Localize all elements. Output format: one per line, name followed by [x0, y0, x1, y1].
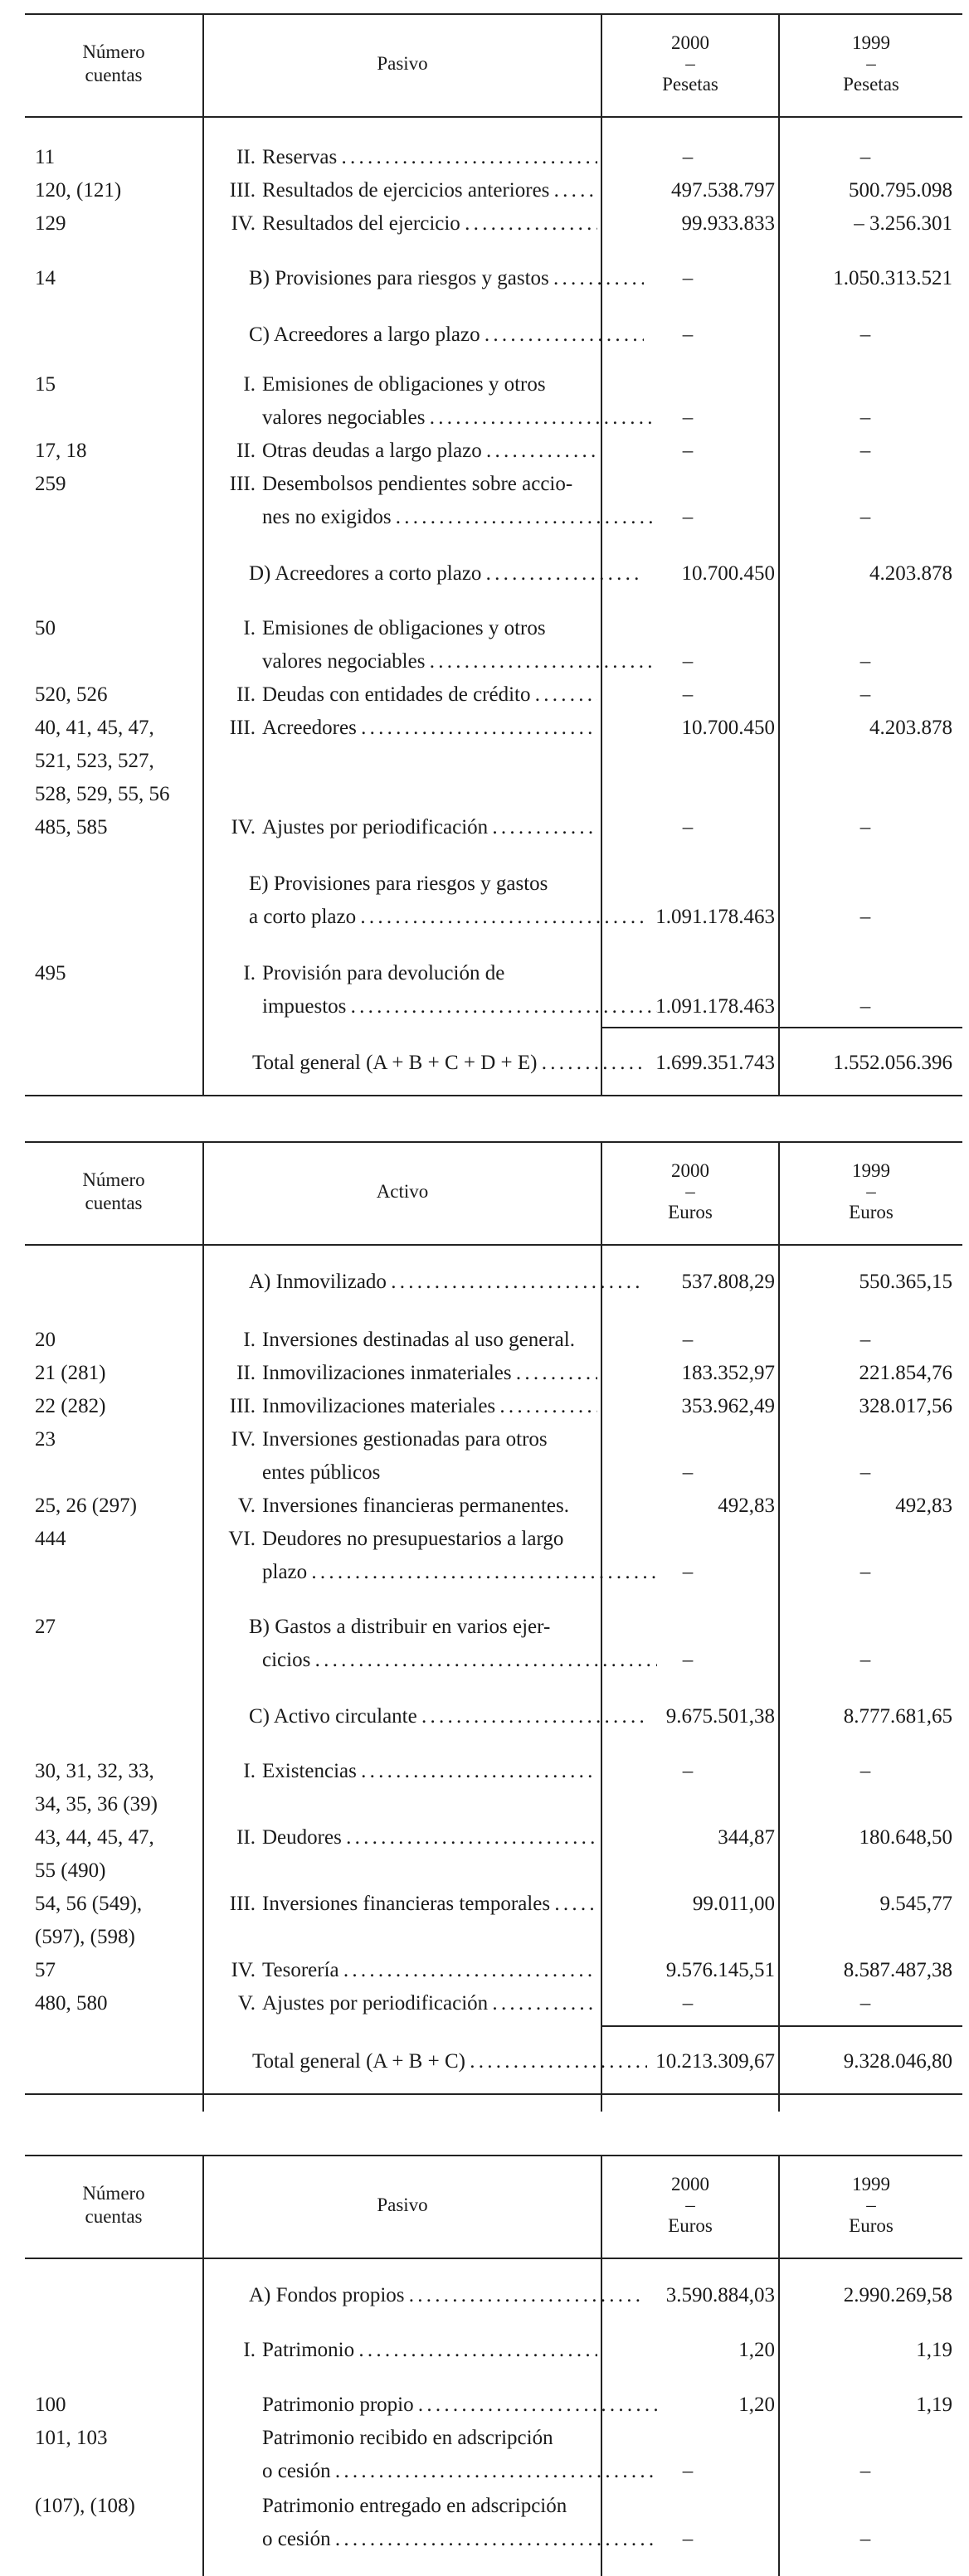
- table-row: I. Patrimonio . . . 1,20 1,19: [25, 2334, 962, 2367]
- table-row: (107), (108) Patrimonio entregado en adscripción: [35, 2495, 567, 2517]
- table-row: entes públicos – –: [262, 1461, 871, 1484]
- header-accounts: Número cuentas: [82, 2183, 145, 2227]
- table-row: 55 (490): [35, 1859, 106, 1882]
- table-row: 57 IV. Tesorería . . . 9.576.145,51 8.587.487,38: [25, 1954, 962, 1987]
- table-row: 14 B) Provisiones para riesgos y gastos . . . – 1.050.313.521: [25, 262, 962, 295]
- header-year-1999: 1999 – Euros: [849, 1160, 894, 1222]
- table-row: A) Fondos propios . . . 3.590.884,03 2.990.269,58: [25, 2279, 962, 2312]
- header-year-2000: 2000 – Euros: [668, 2174, 713, 2236]
- table-row: a corto plazo . . . 1.091.178.463 –: [25, 901, 962, 934]
- table-row: 21 (281) II. Inmovilizaciones inmateriales . . . 183.352,97 221.854,76: [25, 1357, 962, 1390]
- table-row: impuestos . . . 1.091.178.463 –: [25, 990, 962, 1023]
- table-row: 54, 56 (549), III. Inversiones financieras temporales . . . 99.011,00 9.545,77: [25, 1888, 962, 1921]
- header-title: Pasivo: [377, 2194, 428, 2215]
- table-row: C) Acreedores a largo plazo . . . – –: [25, 318, 962, 352]
- header-title: Pasivo: [377, 53, 428, 74]
- header-year-2000: 2000 – Pesetas: [662, 32, 718, 95]
- table-row: E) Provisiones para riesgos y gastos: [249, 872, 548, 895]
- table-activo-euros: [25, 1141, 962, 2112]
- table-row: valores negociables . . . – –: [25, 645, 962, 678]
- table-row: valores negociables . . . – –: [25, 401, 962, 435]
- table-row: 129 IV. Resultados del ejercicio . . . 99.933.833 – 3.256.301: [25, 207, 962, 241]
- table-row: 50 I. Emisiones de obligaciones y otros: [35, 617, 546, 639]
- table-row: 528, 529, 55, 56: [35, 783, 170, 805]
- table-row: 27 B) Gastos a distribuir en varios ejer-: [35, 1616, 551, 1638]
- table-row: 120, (121) III. Resultados de ejercicios anteriores . . . 497.538.797 500.795.098: [25, 174, 962, 207]
- table-row: 100 Patrimonio propio . . . 1,20 1,19: [25, 2389, 962, 2422]
- table-row: 15 I. Emisiones de obligaciones y otros: [35, 373, 546, 396]
- table-row: 485, 585 IV. Ajustes por periodificación . . . – –: [25, 811, 962, 844]
- table-row: 22 (282) III. Inmovilizaciones materiales . . . 353.962,49 328.017,56: [25, 1390, 962, 1423]
- table-row: 17, 18 II. Otras deudas a largo plazo . . . – –: [25, 435, 962, 468]
- table-row: D) Acreedores a corto plazo . . . 10.700.450 4.203.878: [25, 557, 962, 591]
- table-row: 30, 31, 32, 33, I. Existencias . . . – –: [25, 1755, 962, 1788]
- table-row: 480, 580 V. Ajustes por periodificación . . . – –: [25, 1987, 962, 2020]
- table-row: 23 IV. Inversiones gestionadas para otros: [35, 1428, 548, 1451]
- total-row: Total general (A + B + C + D + E) . . . 1.699.351.743 1.552.056.396: [25, 1047, 962, 1080]
- table-row: 444 VI. Deudores no presupuestarios a largo: [35, 1528, 564, 1550]
- table-row: A) Inmovilizado . . . 537.808,29 550.365,15: [25, 1266, 962, 1299]
- table-row: 20 I. Inversiones destinadas al uso general. – –: [35, 1329, 871, 1351]
- table-row: 34, 35, 36 (39): [35, 1793, 158, 1815]
- table-pasivo-pesetas: [25, 13, 962, 1096]
- table-row: 40, 41, 45, 47, III. Acreedores . . . 10.700.450 4.203.878: [25, 712, 962, 745]
- table-row: o cesión . . . – –: [25, 2455, 962, 2488]
- table-row: cicios . . . – –: [25, 1644, 962, 1677]
- header-year-1999: 1999 – Euros: [849, 2174, 894, 2236]
- header-year-2000: 2000 – Euros: [668, 1160, 713, 1222]
- header-title: Activo: [376, 1181, 429, 1202]
- table-row: nes no exigidos . . . – –: [25, 501, 962, 534]
- header-accounts: Número cuentas: [82, 1169, 145, 1213]
- total-row: Total general (A + B + C) . . . 10.213.309,67 9.328.046,80: [25, 2045, 962, 2078]
- table-row: 11 II. Reservas . . . – –: [25, 141, 962, 174]
- table-row: 101, 103 Patrimonio recibido en adscripción: [35, 2427, 553, 2449]
- table-row: 520, 526 II. Deudas con entidades de crédito . . . – –: [25, 678, 962, 712]
- table-row: 521, 523, 527,: [35, 750, 154, 772]
- table-row: 43, 44, 45, 47, II. Deudores . . . 344,87 180.648,50: [25, 1821, 962, 1854]
- table-row: 495 I. Provisión para devolución de: [35, 962, 505, 984]
- table-row: C) Activo circulante . . . 9.675.501,38 8.777.681,65: [25, 1700, 962, 1733]
- table-row: (597), (598): [35, 1926, 135, 1948]
- table-row: plazo . . . – –: [25, 1556, 962, 1589]
- table-pasivo-euros: [25, 2155, 962, 2576]
- header-year-1999: 1999 – Pesetas: [843, 32, 899, 95]
- table-row: o cesión . . . – –: [25, 2523, 962, 2556]
- table-row: 259 III. Desembolsos pendientes sobre accio-: [35, 473, 573, 495]
- header-accounts: Número cuentas: [82, 41, 145, 85]
- table-row: 25, 26 (297) V. Inversiones financieras permanentes. 492,83 492,83: [35, 1495, 952, 1517]
